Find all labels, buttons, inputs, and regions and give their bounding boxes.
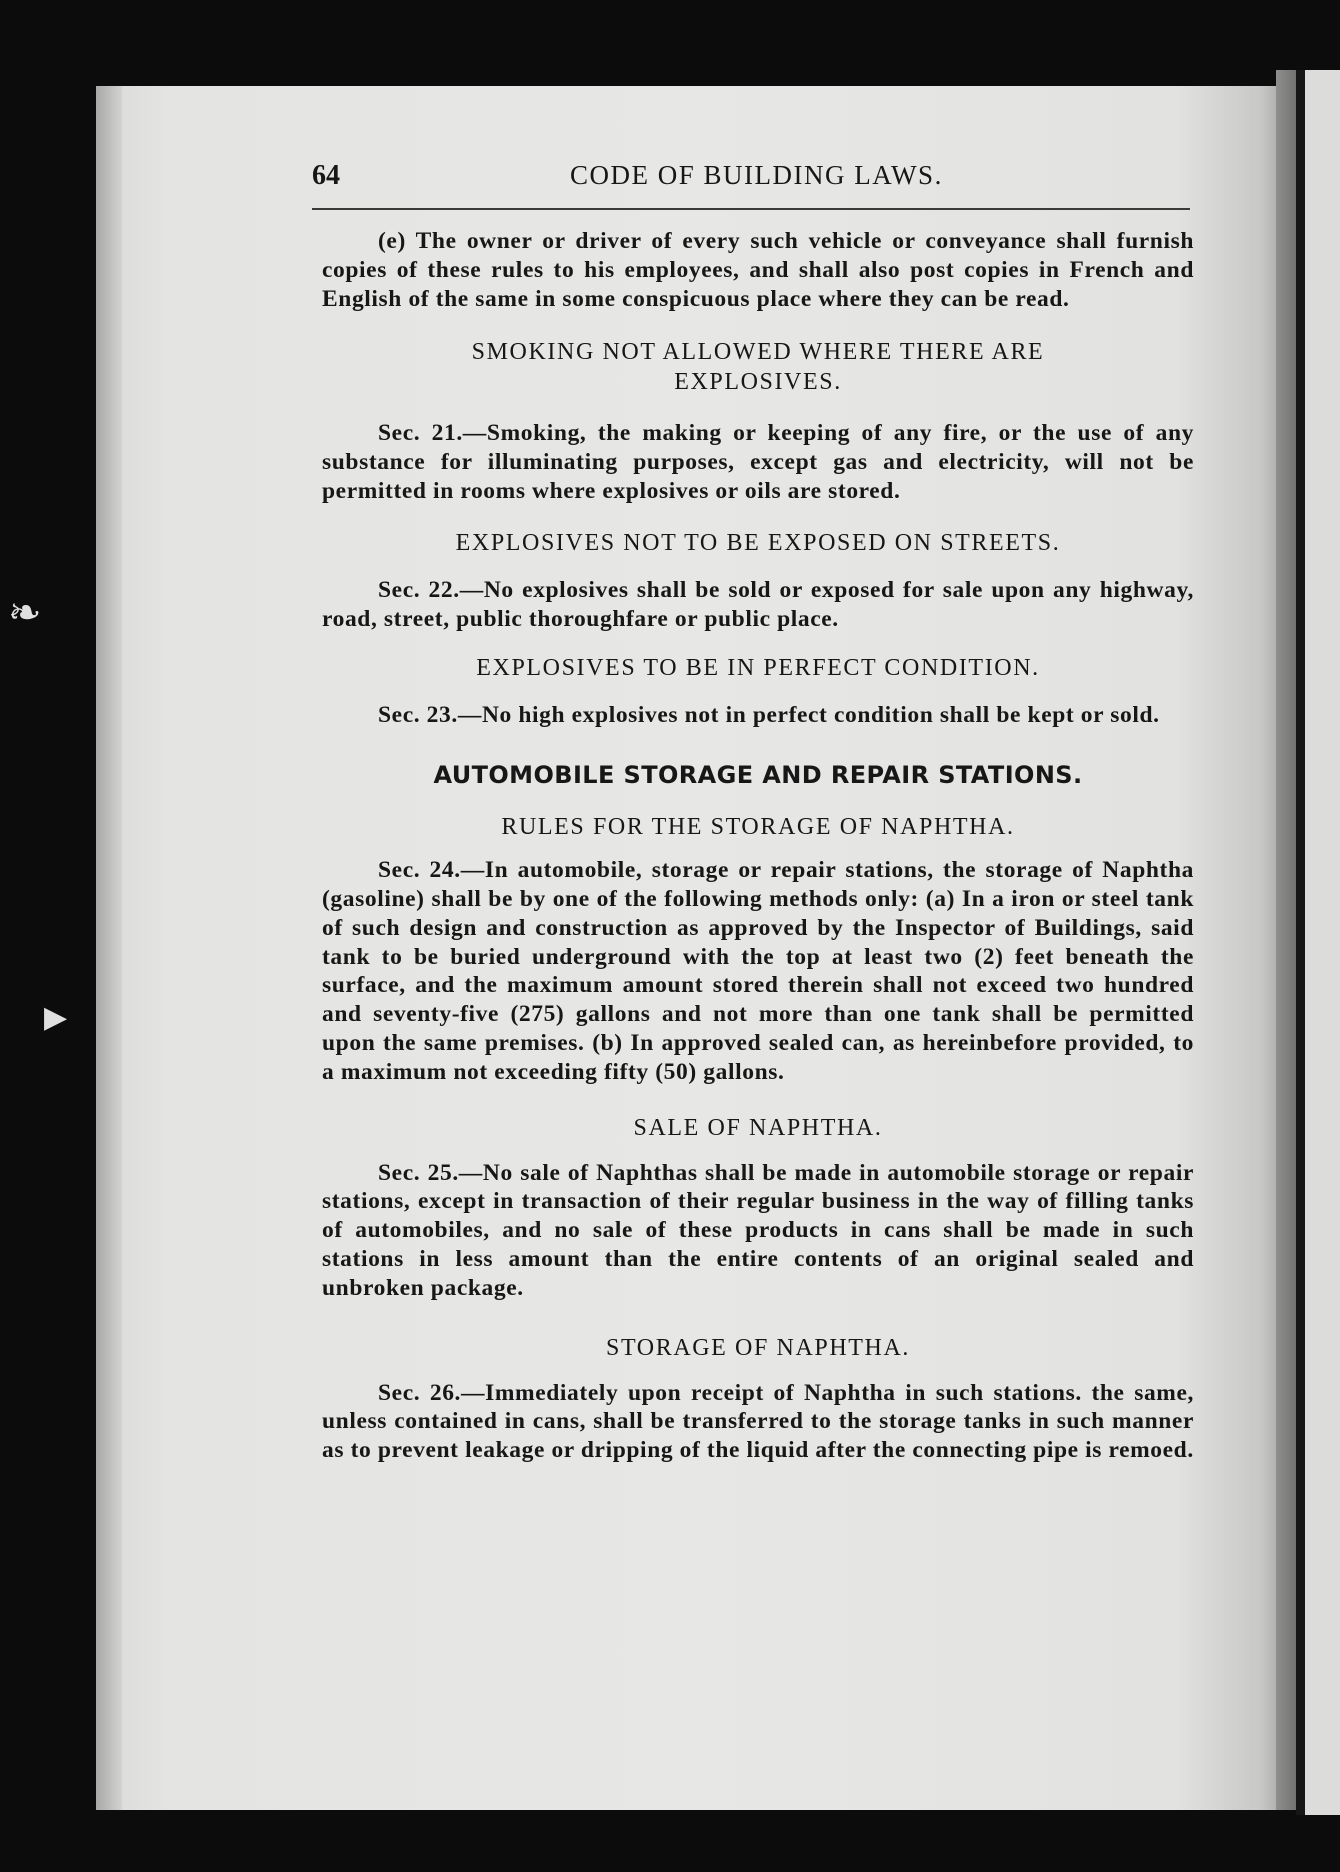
section-26: Sec. 26.—Immediately upon receipt of Naphtha in such stations. the same, unless contained in cans, shall be transferred to the storage tanks in such manner as to prevent leakage or dripping of the liquid after the connecting pipe is remoed.	[322, 1379, 1194, 1464]
heading-smoking: SMOKING NOT ALLOWED WHERE THERE ARE EXPLOSIVES.	[471, 339, 1045, 396]
section-23: Sec. 23.—No high explosives not in perfect condition shall be kept or sold.	[378, 702, 1160, 729]
scan-artifact: ▶	[44, 1000, 68, 1035]
section-24: Sec. 24.—In automobile, storage or repair stations, the storage of Naphtha (gasoline) shall be by one of the following methods only: (a) In a iron or steel tank of such design and construction as approved by the Inspector of Buildings, said tank to be buried underground with the top at least two (2) feet beneath the surface, and the maximum amount stored therein shall not exceed two hundred and seventy-five (275) gallons and not more than one tank shall be permitted upon the same premises. (b) In approved sealed can, as hereinbefore provided, to a maximum not exceeding fifty (50) gallons.	[322, 857, 1194, 1085]
section-22: Sec. 22.—No explosives shall be sold or exposed for sale upon any highway, road, street, public thoroughfare or public place.	[322, 576, 1194, 632]
page-content	[312, 150, 1194, 1465]
paragraph-e: (e) The owner or driver of every such vehicle or conveyance shall furnish copies of these rules to his employees, and shall also post copies in French and English of the same in some conspicuous place where they can be read.	[322, 228, 1194, 312]
page-number: 64	[312, 160, 340, 191]
heading-automobile: AUTOMOBILE STORAGE AND REPAIR STATIONS.	[433, 761, 1083, 790]
heading-storage: STORAGE OF NAPHTHA.	[606, 1334, 910, 1361]
heading-condition: EXPLOSIVES TO BE IN PERFECT CONDITION.	[476, 655, 1040, 682]
section-25: Sec. 25.—No sale of Naphthas shall be made in automobile storage or repair stations, except in transaction of their regular business in the way of filling tanks of automobiles, and no sale of these products in cans shall be made in such stations in less amount than the entire contents of an original sealed and unbroken package.	[322, 1159, 1194, 1301]
facing-page-edge	[1305, 70, 1340, 1815]
page-gutter-shadow	[96, 86, 122, 1810]
section-21: Sec. 21.—Smoking, the making or keeping of any fire, or the use of any substance for illuminating purposes, except gas and electricity, will not be permitted in rooms where explosives or oils are stored.	[322, 420, 1194, 504]
heading-streets: EXPLOSIVES NOT TO BE EXPOSED ON STREETS.	[455, 529, 1061, 556]
page-gap	[1296, 70, 1305, 1815]
heading-rules: RULES FOR THE STORAGE OF NAPHTHA.	[501, 814, 1015, 841]
heading-sale: SALE OF NAPHTHA.	[633, 1114, 883, 1141]
running-head	[312, 150, 1194, 194]
running-title: CODE OF BUILDING LAWS.	[570, 160, 943, 190]
scan-artifact: ❧	[8, 590, 42, 636]
header-rule	[312, 208, 1190, 210]
